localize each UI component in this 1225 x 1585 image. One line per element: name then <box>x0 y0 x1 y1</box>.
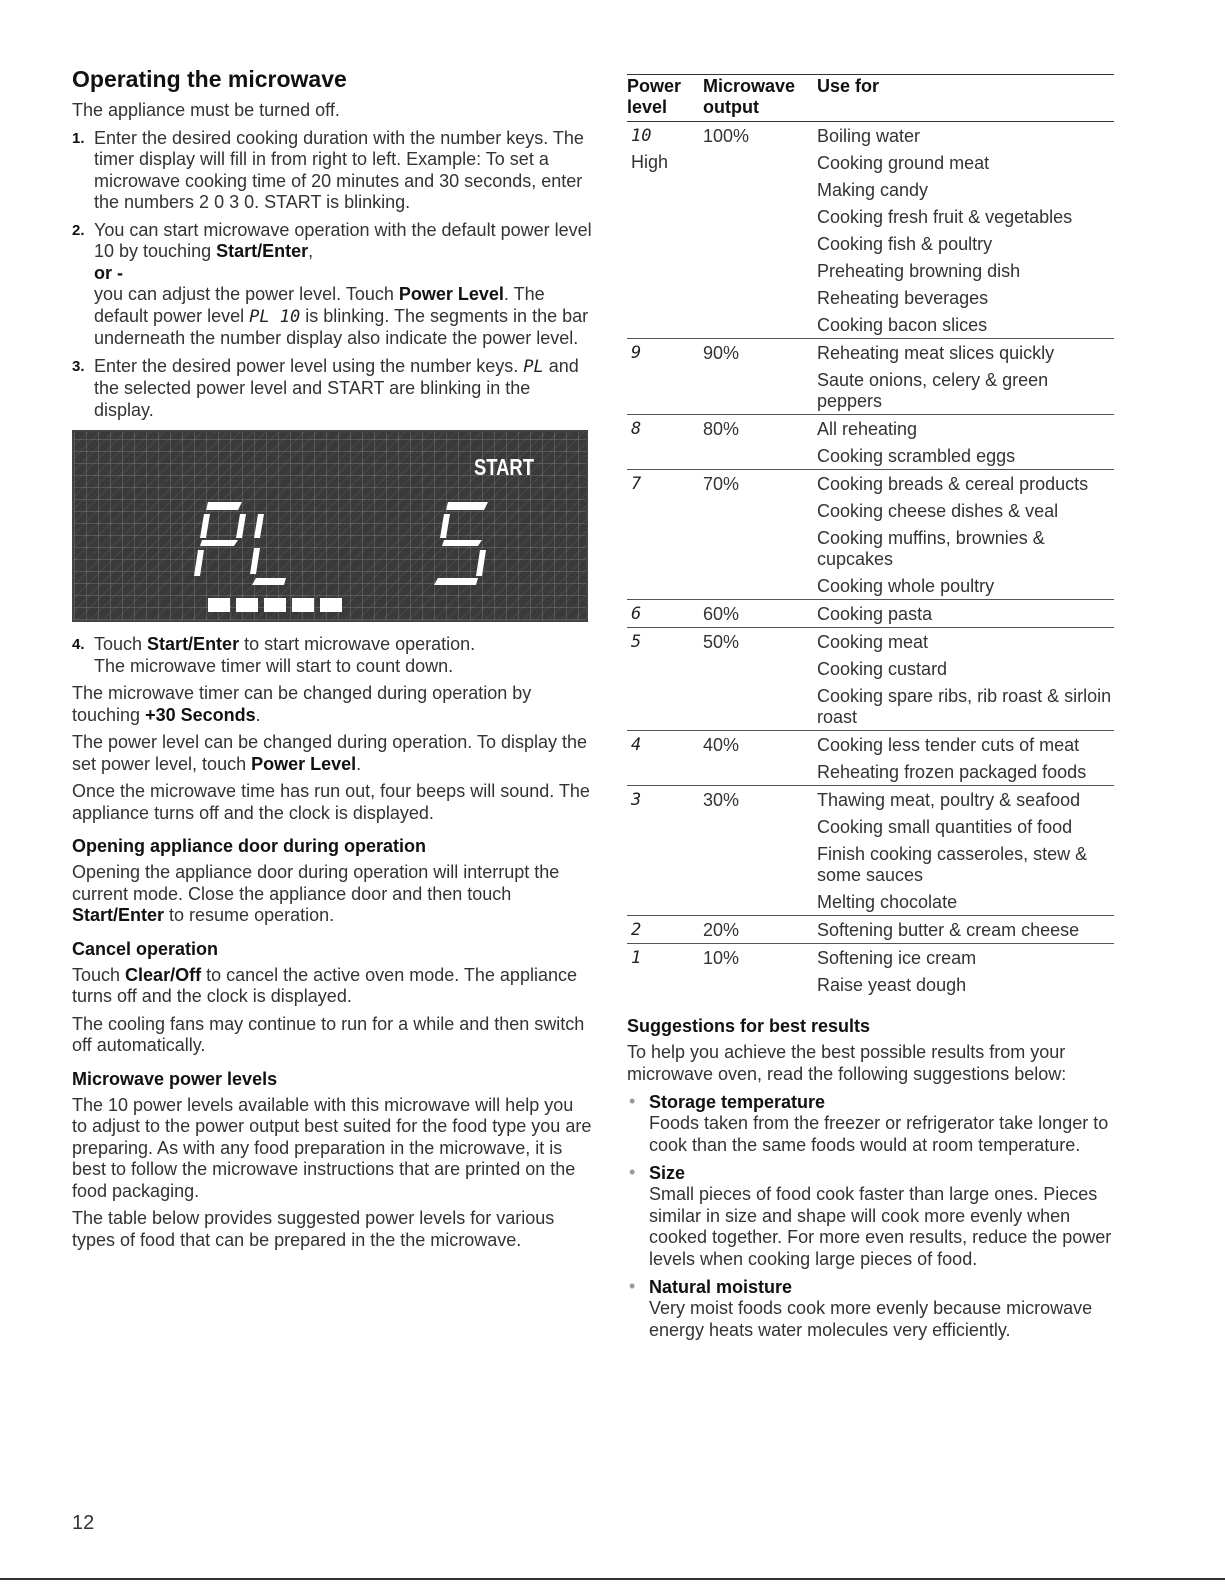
microwave-output-value: 10% <box>703 948 740 968</box>
table-row <box>627 122 1114 339</box>
use-for-cell <box>817 122 1114 339</box>
step-text: Touch <box>94 634 148 654</box>
table-intro-paragraph: The table below provides suggested power levels for various types of food that can be prepared in the the microwave. <box>72 1208 555 1250</box>
suggestion-text: Foods taken from the freezer or refrigerator take longer to cook than the same foods would at room temperature. <box>649 1113 1109 1155</box>
use-item: Cooking muffins, brownies & cupcakes <box>817 528 1045 569</box>
microwave-output-cell <box>703 628 817 731</box>
door-section <box>72 836 592 927</box>
step-4 <box>72 634 592 677</box>
page-title: Operating the microwave <box>72 66 347 92</box>
power-level-value: 5 <box>631 632 642 652</box>
microwave-output-cell <box>703 339 817 415</box>
power-levels-section <box>72 1069 592 1252</box>
use-for-cell <box>817 731 1114 786</box>
power-level-value: 3 <box>631 790 642 810</box>
suggestions-intro: To help you achieve the best possible results from your microwave oven, read the following suggestions below: <box>627 1042 1067 1084</box>
step-text: Enter the desired cooking duration with the number keys. The timer display will fill in from right to left. Example: To set a microwave cooking time of 20 minutes and 30 seconds, enter the numbers 2 0 3 0. START is blinking. <box>94 127 584 212</box>
use-item: Cooking meat <box>817 632 929 652</box>
use-item: Cooking breads & cereal products <box>817 474 1089 494</box>
table-row <box>627 628 1114 731</box>
step-text: The microwave timer will start to count down. <box>94 655 454 676</box>
step-text: , <box>308 241 314 261</box>
cooling-fans-paragraph: The cooling fans may continue to run for a while and then switch off automatically. <box>72 1013 585 1055</box>
use-item: Softening ice cream <box>817 948 977 968</box>
power-levels-paragraph: The 10 power levels available with this microwave will help you to adjust to the power output best suited for the food type you are preparing. As with any food preparation in the microwave, it is best to follow the microwave instructions that are printed on the food packaging. <box>72 1094 592 1201</box>
page-divider <box>0 1578 1225 1580</box>
use-item: Cooking small quantities of food <box>817 817 1073 837</box>
table-row <box>627 944 1114 999</box>
power-level-cell <box>627 122 703 339</box>
step-text: . The default power level <box>94 284 545 326</box>
or-separator: or - <box>94 262 123 283</box>
step-text: Enter the desired power level using the number keys. <box>94 355 524 376</box>
power-level-value: 9 <box>631 343 642 363</box>
microwave-output-cell <box>703 122 817 339</box>
paragraph-text: . <box>255 704 261 725</box>
segment-display-text: PL 10 <box>249 306 301 327</box>
cancel-paragraph <box>72 965 592 1008</box>
section-heading: Cancel operation <box>72 938 219 959</box>
microwave-output-value: 90% <box>703 343 740 363</box>
microwave-output-value: 70% <box>703 474 740 494</box>
use-for-cell <box>817 786 1114 916</box>
suggestion-title: • Storage temperature <box>649 1092 826 1112</box>
power-level-value: 6 <box>631 604 642 624</box>
power-level-table <box>627 74 1114 998</box>
step-text: You can start microwave operation with the default power level 10 by touching <box>94 219 592 261</box>
microwave-output-value: 20% <box>703 920 740 940</box>
suggestions-list <box>627 1091 1127 1341</box>
intro-text: The appliance must be turned off. <box>72 100 340 120</box>
microwave-output-cell <box>703 786 817 916</box>
use-for-cell <box>817 628 1114 731</box>
suggestion-text: Small pieces of food cook faster than large ones. Pieces similar in size and shape will cook more evenly when cooked together. For more even results, reduce the power levels when cooking large pieces of food. <box>649 1184 1112 1269</box>
microwave-output-cell <box>703 944 817 999</box>
use-item: Cooking bacon slices <box>817 315 988 335</box>
step-text: and the selected power level and START are blinking in the display. <box>94 355 579 420</box>
use-for-cell <box>817 415 1114 470</box>
microwave-output-value: 100% <box>703 126 750 146</box>
use-item: Cooking fish & poultry <box>817 234 993 254</box>
power-level-label: High <box>631 152 669 172</box>
table-header-row <box>627 75 1114 122</box>
section-heading: Suggestions for best results <box>627 1016 871 1036</box>
list-item <box>627 1276 1127 1341</box>
use-item: Boiling water <box>817 126 921 146</box>
plus-30-seconds-key-label: +30 Seconds <box>145 704 256 725</box>
use-item: Cooking scrambled eggs <box>817 446 1016 466</box>
table-body <box>627 122 1114 999</box>
use-item: Reheating beverages <box>817 288 989 308</box>
control-panel-display-image <box>72 430 588 622</box>
suggestions-section <box>627 1016 1127 1341</box>
step-number: 3. <box>72 357 85 375</box>
step-number: 4. <box>72 636 85 653</box>
use-for-cell <box>817 339 1114 415</box>
step-1 <box>72 128 592 214</box>
power-level-value: 1 <box>631 948 642 968</box>
use-for-cell <box>817 944 1114 999</box>
left-column <box>72 66 592 1257</box>
start-enter-key-label: Start/Enter <box>216 241 309 261</box>
use-item: Raise yeast dough <box>817 975 967 995</box>
power-level-cell <box>627 916 703 944</box>
power-level-cell <box>627 786 703 916</box>
microwave-output-value: 40% <box>703 735 740 755</box>
use-item: Thawing meat, poultry & seafood <box>817 790 1081 810</box>
use-item: Cooking whole poultry <box>817 576 995 596</box>
microwave-output-value: 60% <box>703 604 740 624</box>
use-item: Cooking fresh fruit & vegetables <box>817 207 1073 227</box>
use-item: Cooking pasta <box>817 604 933 624</box>
use-item: Cooking custard <box>817 659 948 679</box>
power-level-value: 8 <box>631 419 642 439</box>
power-level-value: 4 <box>631 735 642 755</box>
power-change-paragraph <box>72 732 592 775</box>
table-row <box>627 339 1114 415</box>
paragraph-text: to cancel the active oven mode. The appliance turns off and the clock is displayed. <box>72 964 577 1006</box>
paragraph-text: to resume operation. <box>164 905 335 925</box>
use-item: Reheating frozen packaged foods <box>817 762 1087 782</box>
cancel-section <box>72 939 592 1057</box>
use-item: Cooking less tender cuts of meat <box>817 735 1080 755</box>
power-level-cell <box>627 600 703 628</box>
table-row <box>627 470 1114 600</box>
table-row <box>627 600 1114 628</box>
power-level-cell <box>627 731 703 786</box>
step-text: you can adjust the power level. Touch <box>94 284 399 304</box>
microwave-output-cell <box>703 470 817 600</box>
step-text: is blinking. The segments in the bar underneath the number display also indicate the power level. <box>94 305 589 348</box>
step-3 <box>72 356 592 422</box>
power-level-value: 7 <box>631 474 642 494</box>
microwave-output-value: 50% <box>703 632 740 652</box>
use-for-cell <box>817 916 1114 944</box>
section-heading: Microwave power levels <box>72 1068 278 1089</box>
microwave-output-cell <box>703 600 817 628</box>
microwave-output-cell <box>703 916 817 944</box>
right-column <box>627 74 1127 1347</box>
paragraph-text: Opening the appliance door during operation will interrupt the current mode. Close the appliance door and then touch <box>72 862 560 904</box>
paragraph-text: The microwave timer can be changed during operation by touching <box>72 683 532 725</box>
steps-list <box>72 128 592 422</box>
use-item: All reheating <box>817 419 918 439</box>
paragraph-text: The power level can be changed during operation. To display the set power level, touch <box>72 732 588 774</box>
header-power-level: Power level <box>627 75 703 122</box>
use-for-cell <box>817 600 1114 628</box>
power-level-key-label: Power Level <box>251 753 357 774</box>
power-level-key-label: Power Level <box>398 284 504 304</box>
list-item <box>627 1091 1127 1156</box>
list-item <box>627 1162 1127 1270</box>
microwave-output-cell <box>703 415 817 470</box>
use-item: Reheating meat slices quickly <box>817 343 1055 363</box>
use-item: Cooking ground meat <box>817 153 990 173</box>
start-enter-key-label: Start/Enter <box>147 634 240 654</box>
header-use-for: Use for <box>817 75 1114 122</box>
start-enter-key-label: Start/Enter <box>72 905 165 925</box>
paragraph-text: . <box>356 753 362 774</box>
use-item: Preheating browning dish <box>817 261 1021 281</box>
table-row <box>627 786 1114 916</box>
power-level-cell <box>627 339 703 415</box>
microwave-output-value: 80% <box>703 419 740 439</box>
use-item: Cooking cheese dishes & veal <box>817 501 1059 521</box>
use-item: Finish cooking casseroles, stew & some sauces <box>817 844 1088 885</box>
start-indicator: START <box>474 454 534 480</box>
door-paragraph <box>72 862 592 927</box>
power-level-value: 10 <box>631 126 652 146</box>
suggestion-title: • Natural moisture <box>649 1277 793 1297</box>
clear-off-key-label: Clear/Off <box>125 964 202 985</box>
use-item: Making candy <box>817 180 929 200</box>
use-item: Softening butter & cream cheese <box>817 920 1080 940</box>
segment-display-text: PL <box>523 356 544 377</box>
table-row <box>627 415 1114 470</box>
paragraph-text: Touch <box>72 964 126 985</box>
timer-change-paragraph <box>72 683 592 726</box>
step-2 <box>72 220 592 350</box>
table-row <box>627 731 1114 786</box>
page-number: 12 <box>72 1512 95 1534</box>
suggestion-text: Very moist foods cook more evenly because microwave energy heats water molecules very efficiently. <box>649 1298 1093 1340</box>
power-level-cell <box>627 628 703 731</box>
step-number: 1. <box>72 129 85 147</box>
use-item: Saute onions, celery & green peppers <box>817 370 1049 411</box>
use-item: Melting chocolate <box>817 892 958 912</box>
power-level-value: 2 <box>631 920 642 940</box>
section-heading: Opening appliance door during operation <box>72 836 427 856</box>
time-run-out-paragraph: Once the microwave time has run out, four beeps will sound. The appliance turns off and the clock is displayed. <box>72 781 590 823</box>
steps-list-continued <box>72 634 592 677</box>
microwave-output-value: 30% <box>703 790 740 810</box>
table-row <box>627 916 1114 944</box>
step-text: to start microwave operation. <box>239 634 476 654</box>
power-level-cell <box>627 944 703 999</box>
step-number: 2. <box>72 221 85 239</box>
header-microwave-output: Microwave output <box>703 75 817 122</box>
power-level-cell <box>627 415 703 470</box>
power-level-cell <box>627 470 703 600</box>
suggestion-title: • Size <box>649 1163 686 1183</box>
use-item: Cooking spare ribs, rib roast & sirloin roast <box>817 686 1112 727</box>
microwave-output-cell <box>703 731 817 786</box>
use-for-cell <box>817 470 1114 600</box>
